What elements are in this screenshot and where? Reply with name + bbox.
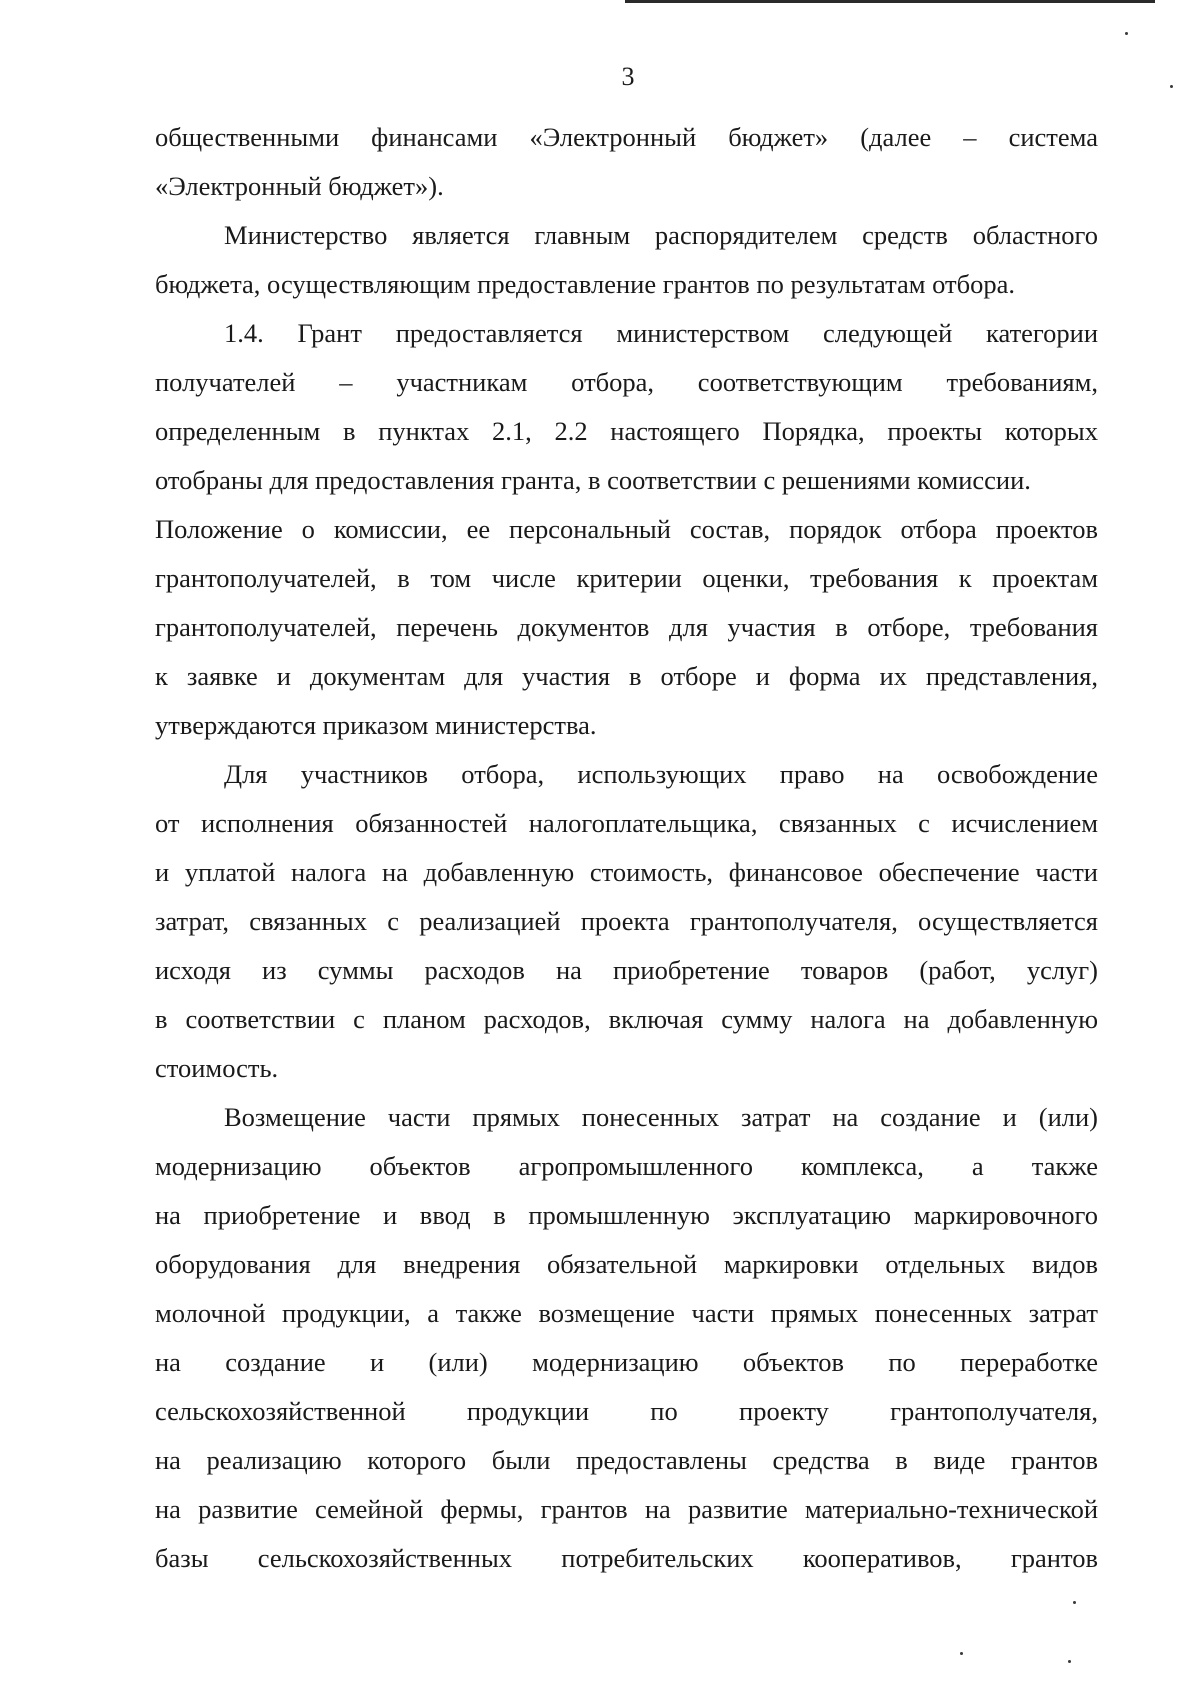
text-line: исходя из суммы расходов на приобретение товаров (работ, услуг) [155,955,1098,985]
text-line: Возмещение части прямых понесенных затрат на создание и (или) [224,1102,1098,1132]
scan-speck [960,1652,963,1655]
scan-speck [1170,85,1173,88]
text-line: к заявке и документам для участия в отборе и форма их представления, [155,661,1098,691]
text-line: «Электронный бюджет»). [155,171,444,201]
scan-speck [1073,1601,1076,1604]
text-line: сельскохозяйственной продукции по проекту грантополучателя, [155,1396,1098,1426]
text-line: 1.4. Грант предоставляется министерством следующей категории [224,318,1098,348]
text-line: Для участников отбора, использующих право на освобождение [224,759,1098,789]
text-line: на реализацию которого были предоставлены средства в виде грантов [155,1445,1098,1475]
text-line: получателей – участникам отбора, соответствующим требованиям, [155,367,1098,397]
top-border-line [625,0,1155,3]
text-line: утверждаются приказом министерства. [155,710,597,740]
text-line: стоимость. [155,1053,279,1083]
text-line: бюджета, осуществляющим предоставление грантов по результатам отбора. [155,269,1015,299]
text-line: Положение о комиссии, ее персональный состав, порядок отбора проектов [155,514,1098,544]
text-line: грантополучателей, перечень документов для участия в отборе, требования [155,612,1098,642]
text-line: грантополучателей, в том числе критерии оценки, требования к проектам [155,563,1098,593]
text-line: на создание и (или) модернизацию объектов по переработке [155,1347,1098,1377]
text-line: общественными финансами «Электронный бюджет» (далее – система [155,122,1098,152]
text-line: базы сельскохозяйственных потребительских кооперативов, грантов [155,1543,1098,1573]
text-line: от исполнения обязанностей налогоплательщика, связанных с исчислением [155,808,1098,838]
text-line: модернизацию объектов агропромышленного комплекса, а также [155,1151,1098,1181]
text-line: молочной продукции, а также возмещение части прямых понесенных затрат [155,1298,1098,1328]
text-line: затрат, связанных с реализацией проекта грантополучателя, осуществляется [155,906,1098,936]
text-line: определенным в пунктах 2.1, 2.2 настоящего Порядка, проекты которых [155,416,1098,446]
text-line: в соответствии с планом расходов, включая сумму налога на добавленную [155,1004,1098,1034]
text-line: на развитие семейной фермы, грантов на развитие материально-технической [155,1494,1098,1524]
text-line: отобраны для предоставления гранта, в соответствии с решениями комиссии. [155,465,1031,495]
scan-speck [1125,32,1128,35]
text-line: на приобретение и ввод в промышленную эксплуатацию маркировочного [155,1200,1098,1230]
text-line: оборудования для внедрения обязательной маркировки отдельных видов [155,1249,1098,1279]
text-line: Министерство является главным распорядителем средств областного [224,220,1098,250]
text-line: и уплатой налога на добавленную стоимость, финансовое обеспечение части [155,857,1098,887]
scan-speck [1068,1660,1071,1663]
page-number: 3 [621,62,635,91]
